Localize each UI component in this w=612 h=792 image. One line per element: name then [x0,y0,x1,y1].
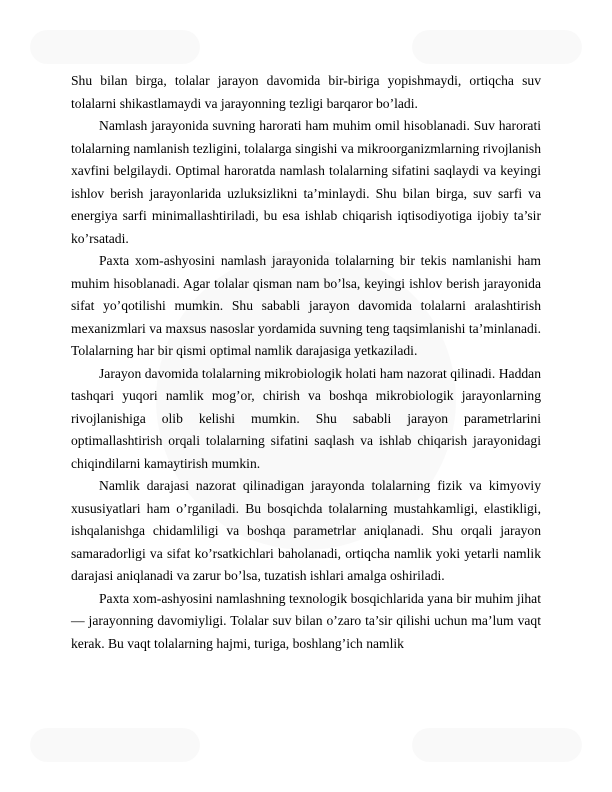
paragraph-3: Paxta xom-ashyosini namlash jarayonida tolalarning bir tekis namlanishi ham muhim hisoblanadi. Agar tolalar qisman nam bo’lsa, keyingi ishlov berish jarayonida sifat yo’qotilishi mumkin. Shu sababli jarayon davomida tolalarni aralashtirish mexanizmlari va maxsus nasoslar yordamida suvning teng taqsimlanishi ta’minlanadi. Tolalarning har bir qismi optimal namlik darajasiga yetkaziladi. [71,253,541,358]
paragraph-6: Paxta xom-ashyosini namlashning texnologik bosqichlarida yana bir muhim jihat — jarayonning davomiyligi. Tolalar suv bilan o’zaro ta’sir qilishi uchun ma’lum vaqt kerak. Bu vaqt tolalarning hajmi, turiga, boshlang’ich namlik [71,590,541,651]
paragraph-4: Jarayon davomida tolalarning mikrobiologik holati ham nazorat qilinadi. Haddan tashqari yuqori namlik mog’or, chirish va boshqa mikrobiologik jarayonlarning rivojlanishiga olib kelishi mumkin. Shu sababli jarayon parametrlarini optimallashtirish orqali tolalarning sifatini saqlash va ishlab chiqarish jarayonidagi chiqindilarni kamaytirish mumkin. [71,365,541,471]
paragraph-2: Namlash jarayonida suvning harorati ham muhim omil hisoblanadi. Suv harorati tolalarning namlanish tezligini, tolalarga singishi va mikroorganizmlarning rivojlanish xavfini belgilaydi. Optimal haroratda namlash tolalarning sifatini saqlaydi va keyingi ishlov berish jarayonlarida uzluksizlikni ta’minlaydi. Shu bilan birga, suv sarfi va energiya sarfi minimallashtiriladi, bu esa ishlab chiqarish iqtisodiyotiga ijobiy ta’sir ko’rsatadi. [71,118,541,246]
paragraph-1: Shu bilan birga, tolalar jarayon davomida bir-biriga yopishmaydi, ortiqcha suv tolalarni shikastlamaydi va jarayonning tezligi barqaror bo’ladi. [71,73,541,111]
document-body [71,70,541,655]
paragraph-5: Namlik darajasi nazorat qilinadigan jarayonda tolalarning fizik va kimyoviy xususiyatlari ham o’rganiladi. Bu bosqichda tolalarning mustahkamligi, elastikligi, ishqalanishga chidamliligi va boshqa parametrlar aniqlanadi. Shu orqali jarayon samaradorligi va sifat ko’rsatkichlari baholanadi, ortiqcha namlik yoki yetarli namlik darajasi aniqlanadi va zarur bo’lsa, tuzatish ishlari amalga oshiriladi. [71,478,541,583]
